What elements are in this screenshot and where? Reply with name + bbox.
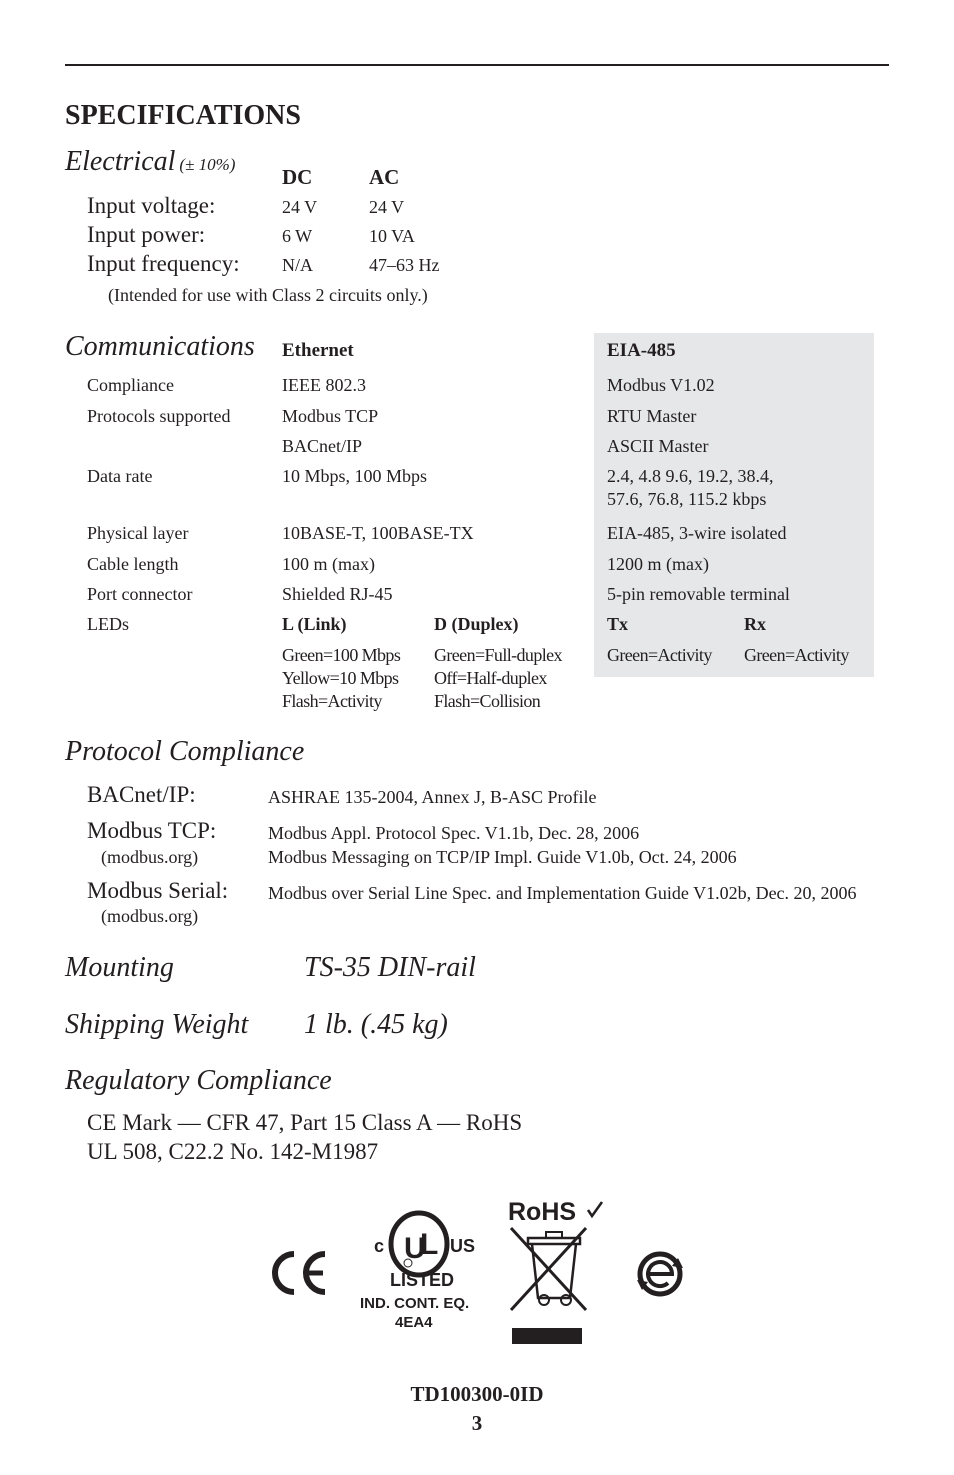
input-power-dc: 6 W xyxy=(282,226,313,246)
leds-tx-value: Green=Activity xyxy=(607,645,712,665)
leds-duplex-line-2: Off=Half-duplex xyxy=(434,668,547,688)
physical-layer-eia485: EIA-485, 3-wire isolated xyxy=(607,523,787,543)
shipping-weight-value: 1 lb. (.45 kg) xyxy=(304,1009,448,1040)
svg-text:U: U xyxy=(404,1232,426,1265)
leds-rx-header: Rx xyxy=(744,614,766,634)
document-id: TD100300-0ID xyxy=(410,1382,544,1406)
physical-layer-label: Physical layer xyxy=(87,523,189,543)
input-power-ac: 10 VA xyxy=(369,226,415,246)
port-connector-eia485: 5-pin removable terminal xyxy=(607,584,790,604)
leds-label: LEDs xyxy=(87,614,129,634)
modbus-serial-sub: (modbus.org) xyxy=(101,906,199,926)
port-connector-ethernet: Shielded RJ-45 xyxy=(282,584,393,604)
ul-code-text: 4EA4 xyxy=(395,1314,433,1331)
rohs-text: RoHS xyxy=(508,1198,577,1226)
bacnet-label: BACnet/IP: xyxy=(87,782,196,807)
cable-length-eia485: 1200 m (max) xyxy=(607,554,709,574)
protocols-ethernet-2: BACnet/IP xyxy=(282,436,363,456)
cable-length-label: Cable length xyxy=(87,554,179,574)
electrical-tolerance: (± 10%) xyxy=(179,155,236,174)
input-frequency-ac: 47–63 Hz xyxy=(369,255,440,275)
ul-listed-logo xyxy=(360,1208,484,1338)
electrical-heading: Electrical xyxy=(65,146,176,177)
input-voltage-ac: 24 V xyxy=(369,197,405,217)
weee-bin-icon xyxy=(506,1198,606,1348)
ethernet-header: Ethernet xyxy=(282,340,354,361)
electrical-ac-header: AC xyxy=(369,165,400,189)
regulatory-line-2: UL 508, C22.2 No. 142-M1987 xyxy=(87,1139,379,1164)
regulatory-heading: Regulatory Compliance xyxy=(65,1065,332,1096)
compliance-ethernet: IEEE 802.3 xyxy=(282,375,366,395)
leds-duplex-header: D (Duplex) xyxy=(434,614,519,634)
electrical-dc-header: DC xyxy=(282,165,313,189)
ul-c-text: c xyxy=(374,1236,385,1256)
leds-link-line-1: Green=100 Mbps xyxy=(282,645,401,665)
efficiency-e-logo xyxy=(634,1250,686,1303)
compliance-label: Compliance xyxy=(87,375,174,395)
leds-tx-header: Tx xyxy=(607,614,629,634)
regulatory-line-1: CE Mark — CFR 47, Part 15 Class A — RoHS xyxy=(87,1110,523,1135)
page-number: 3 xyxy=(471,1411,483,1435)
physical-layer-ethernet: 10BASE-T, 100BASE-TX xyxy=(282,523,474,543)
eia485-header: EIA-485 xyxy=(607,340,676,361)
electrical-note: (Intended for use with Class 2 circuits only.) xyxy=(108,285,428,305)
protocols-label: Protocols supported xyxy=(87,406,231,426)
ul-listed-text: LISTED xyxy=(390,1270,455,1290)
ul-ind-cont-text: IND. CONT. EQ. xyxy=(360,1295,470,1312)
modbus-tcp-sub: (modbus.org) xyxy=(101,847,199,867)
leds-link-line-3: Flash=Activity xyxy=(282,691,382,711)
input-frequency-label: Input frequency: xyxy=(87,251,240,276)
input-voltage-dc: 24 V xyxy=(282,197,318,217)
leds-link-line-2: Yellow=10 Mbps xyxy=(282,668,399,688)
modbus-serial-label: Modbus Serial: xyxy=(87,878,229,903)
input-voltage-label: Input voltage: xyxy=(87,193,216,218)
svg-text:L: L xyxy=(420,1228,439,1261)
modbus-tcp-label: Modbus TCP: xyxy=(87,818,217,843)
modbus-tcp-value-1: Modbus Appl. Protocol Spec. V1.1b, Dec. 28, 2006 xyxy=(268,823,640,843)
ce-mark-logo xyxy=(268,1248,330,1303)
shipping-weight-heading: Shipping Weight xyxy=(65,1009,249,1040)
rohs-weee-logo xyxy=(506,1198,606,1348)
leds-link-header: L (Link) xyxy=(282,614,347,634)
data-rate-eia485-2: 57.6, 76.8, 115.2 kbps xyxy=(607,489,767,509)
port-connector-label: Port connector xyxy=(87,584,193,604)
leds-duplex-line-3: Flash=Collision xyxy=(434,691,541,711)
electrical-heading-row xyxy=(65,146,235,178)
data-rate-ethernet: 10 Mbps, 100 Mbps xyxy=(282,466,428,486)
leds-rx-value: Green=Activity xyxy=(744,645,849,665)
protocol-compliance-heading: Protocol Compliance xyxy=(65,736,305,767)
modbus-serial-value: Modbus over Serial Line Spec. and Implementation Guide V1.02b, Dec. 20, 2006 xyxy=(268,883,857,903)
modbus-tcp-value-2: Modbus Messaging on TCP/IP Impl. Guide V1.0b, Oct. 24, 2006 xyxy=(268,847,737,867)
bacnet-value: ASHRAE 135-2004, Annex J, B-ASC Profile xyxy=(268,787,597,807)
mounting-value: TS-35 DIN-rail xyxy=(304,952,476,983)
input-frequency-dc: N/A xyxy=(282,255,313,275)
protocols-eia485-2: ASCII Master xyxy=(607,436,709,456)
data-rate-eia485-1: 2.4, 4.8 9.6, 19.2, 38.4, xyxy=(607,466,774,486)
recycle-e-icon xyxy=(634,1250,686,1298)
top-rule xyxy=(65,64,889,66)
mounting-heading: Mounting xyxy=(65,952,174,983)
page-title: SPECIFICATIONS xyxy=(65,100,301,131)
protocols-eia485-1: RTU Master xyxy=(607,406,697,426)
leds-duplex-line-1: Green=Full-duplex xyxy=(434,645,562,665)
ul-us-text: US xyxy=(450,1236,476,1256)
communications-heading: Communications xyxy=(65,331,255,362)
ce-mark-icon xyxy=(268,1248,330,1298)
data-rate-label: Data rate xyxy=(87,466,153,486)
cable-length-ethernet: 100 m (max) xyxy=(282,554,375,574)
compliance-eia485: Modbus V1.02 xyxy=(607,375,715,395)
protocols-ethernet-1: Modbus TCP xyxy=(282,406,379,426)
input-power-label: Input power: xyxy=(87,222,206,247)
